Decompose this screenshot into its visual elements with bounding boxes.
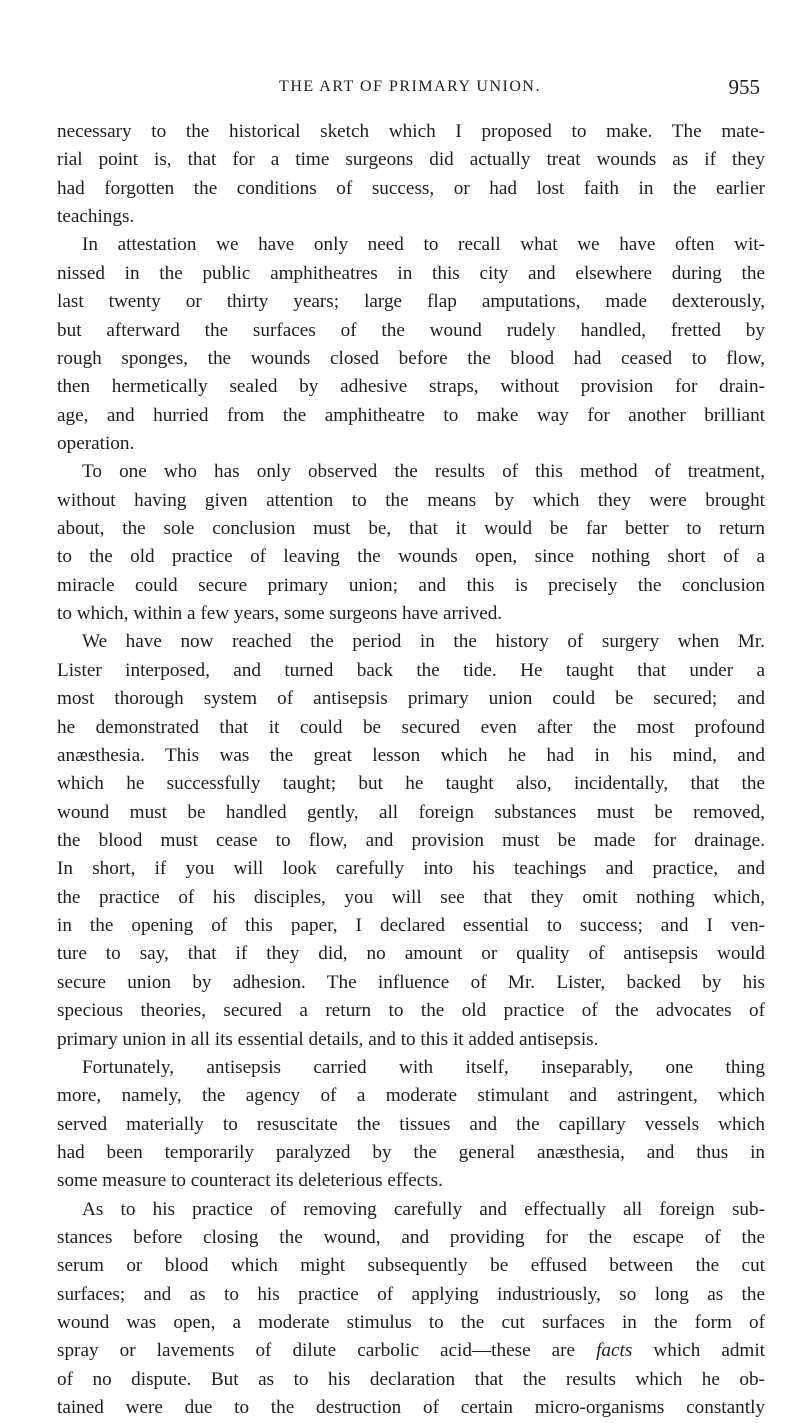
text-segment: which admit xyxy=(653,1340,766,1362)
text-line: Fortunately, antisepsis carried with itself, inseparably, one thing xyxy=(82,1056,765,1078)
text-line: necessary to the historical sketch which I proposed to make. The mate- xyxy=(57,121,765,142)
text-line: had forgotten the conditions of success, or had lost faith in the earlier xyxy=(57,177,765,199)
running-head xyxy=(60,75,760,99)
text-line: the blood must cease to flow, and provision must be made for drainage. xyxy=(57,829,765,851)
text-line: about, the sole conclusion must be, that it would be far better to return xyxy=(57,518,765,540)
text-line: to the old practice of leaving the wounds open, since nothing short of a xyxy=(57,546,765,568)
text-line: in the opening of this paper, I declared essential to success; and I ven- xyxy=(57,915,765,937)
text-line: served materially to resuscitate the tissues and the capillary vessels which xyxy=(57,1113,765,1135)
text-line: anæsthesia. This was the great lesson which he had in his mind, and xyxy=(57,744,765,766)
text-line: secure union by adhesion. The influence of Mr. Lister, backed by his xyxy=(57,971,765,993)
text-line: the practice of his disciples, you will see that they omit nothing which, xyxy=(57,886,765,908)
text-line: In attestation we have only need to recall what we have often wit- xyxy=(82,234,765,256)
text-line: operation. xyxy=(57,432,135,454)
text-line-mixed xyxy=(57,1337,765,1365)
text-line: wound was open, a moderate stimulus to the cut surfaces in the form of xyxy=(57,1312,765,1334)
page-number: 955 xyxy=(728,75,760,99)
running-title: THE ART OF PRIMARY UNION. xyxy=(279,78,541,95)
text-line: rough sponges, the wounds closed before the blood had ceased to flow, xyxy=(57,347,765,369)
text-line: specious theories, secured a return to the old practice of the advocates of xyxy=(57,1000,765,1022)
text-line: tained were due to the destruction of certain micro-organisms constantly xyxy=(57,1397,765,1419)
text-line: most thorough system of antisepsis primary union could be secured; and xyxy=(57,688,765,710)
text-line: surfaces; and as to his practice of applying industriously, so long as the xyxy=(57,1283,765,1305)
text-line: To one who has only observed the results of this method of treatment, xyxy=(82,461,765,483)
text-line: age, and hurried from the amphitheatre to make way for another brilliant xyxy=(57,404,765,426)
text-line: last twenty or thirty years; large flap amputations, made dexterously, xyxy=(57,291,765,313)
text-line: ture to say, that if they did, no amount or quality of antisepsis would xyxy=(57,943,765,965)
text-line: of no dispute. But as to his declaration that the results which he ob- xyxy=(57,1368,765,1390)
text-line: miracle could secure primary union; and this is precisely the conclusion xyxy=(57,574,765,596)
text-line: wound must be handled gently, all foreign substances must be removed, xyxy=(57,801,765,823)
body-text xyxy=(57,118,765,1423)
text-line: then hermetically sealed by adhesive straps, without provision for drain- xyxy=(57,376,765,398)
text-line: In short, if you will look carefully into his teachings and practice, and xyxy=(57,858,765,880)
text-line: to which, within a few years, some surgeons have arrived. xyxy=(57,603,503,625)
text-line: without having given attention to the means by which they were brought xyxy=(57,489,765,511)
text-line: had been temporarily paralyzed by the general anæsthesia, and thus in xyxy=(57,1141,765,1163)
text-line: serum or blood which might subsequently be effused between the cut xyxy=(57,1255,765,1277)
text-line: which he successfully taught; but he taught also, incidentally, that the xyxy=(57,773,765,795)
text-line: more, namely, the agency of a moderate stimulant and astringent, which xyxy=(57,1085,765,1107)
text-line: he demonstrated that it could be secured even after the most profound xyxy=(57,716,765,738)
text-line: rial point is, that for a time surgeons did actually treat wounds as if they xyxy=(57,149,765,171)
text-line: stances before closing the wound, and providing for the escape of the xyxy=(57,1227,765,1249)
text-line: We have now reached the period in the history of surgery when Mr. xyxy=(82,631,765,653)
text-line: but afterward the surfaces of the wound rudely handled, fretted by xyxy=(57,319,765,341)
emphasis-facts: facts xyxy=(596,1340,633,1362)
text-line: As to his practice of removing carefully and effectually all foreign sub- xyxy=(82,1198,765,1220)
text-line: Lister interposed, and turned back the tide. He taught that under a xyxy=(57,659,765,681)
text-segment: spray or lavements of dilute carbolic acid—these are xyxy=(57,1340,576,1362)
text-line: primary union in all its essential details, and to this it added antisepsis. xyxy=(57,1028,599,1050)
text-line: nissed in the public amphitheatres in this city and elsewhere during the xyxy=(57,262,765,284)
text-line: teachings. xyxy=(57,206,135,228)
text-line: some measure to counteract its deleterious effects. xyxy=(57,1170,443,1192)
